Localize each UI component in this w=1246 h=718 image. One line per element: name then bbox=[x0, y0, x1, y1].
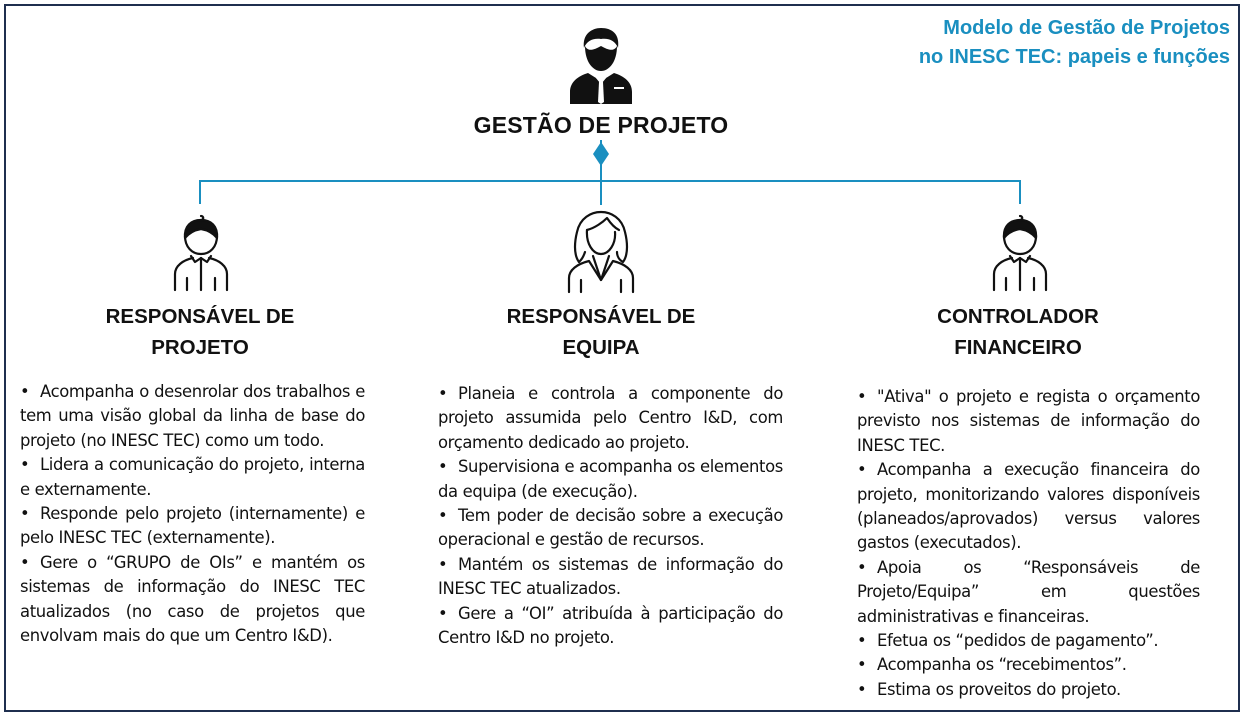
role-title-line: FINANCEIRO bbox=[954, 336, 1082, 359]
role-title-responsavel-equipa bbox=[481, 301, 721, 363]
list-item: • Acompanha o desenrolar dos trabalhos e tem uma visão global da linha de base do projeto (no INESC TEC) como um todo. bbox=[20, 380, 365, 453]
list-item: • Lidera a comunicação do projeto, interna e externamente. bbox=[20, 453, 365, 502]
list-item: • Supervisiona e acompanha os elementos da equipa (de execução). bbox=[438, 455, 783, 504]
role-description-responsavel-projeto bbox=[20, 380, 365, 648]
title-line-1: Modelo de Gestão de Projetos bbox=[943, 17, 1230, 39]
role-title-controlador-financeiro bbox=[898, 301, 1138, 363]
aggregation-diamond bbox=[593, 142, 609, 166]
list-item: • Gere a “OI” atribuída à participação do Centro I&D no projeto. bbox=[438, 602, 783, 651]
main-role-label: GESTÃO DE PROJETO bbox=[473, 112, 729, 138]
role-title-line: RESPONSÁVEL DE bbox=[506, 305, 696, 328]
woman-icon bbox=[565, 210, 637, 294]
man-icon bbox=[990, 214, 1050, 292]
list-item: • Mantém os sistemas de informação do INESC TEC atualizados. bbox=[438, 553, 783, 602]
list-item: • Responde pelo projeto (internamente) e pelo INESC TEC (externamente). bbox=[20, 502, 365, 551]
title-line-2: no INESC TEC: papeis e funções bbox=[918, 46, 1230, 68]
list-item: • Efetua os “pedidos de pagamento”. bbox=[857, 629, 1200, 653]
man-icon bbox=[171, 214, 231, 292]
list-item: • "Ativa" o projeto e regista o orçamento previsto nos sistemas de informação do INESC TEC. bbox=[857, 385, 1200, 458]
list-item: • Tem poder de decisão sobre a execução operacional e gestão de recursos. bbox=[438, 504, 783, 553]
role-title-line: PROJETO bbox=[151, 336, 249, 359]
role-title-line: EQUIPA bbox=[562, 336, 640, 359]
businessman-icon bbox=[566, 26, 636, 106]
list-item: • Acompanha os “recebimentos”. bbox=[857, 653, 1200, 677]
role-title-line: CONTROLADOR bbox=[937, 305, 1099, 328]
list-item: • Apoia os “Responsáveis de Projeto/Equipa” em questões administrativas e financeiras. bbox=[857, 556, 1200, 629]
role-title-responsavel-projeto bbox=[80, 301, 320, 363]
role-title-line: RESPONSÁVEL DE bbox=[105, 305, 295, 328]
list-item: • Estima os proveitos do projeto. bbox=[857, 678, 1200, 702]
role-description-controlador-financeiro bbox=[857, 385, 1200, 702]
list-item: • Gere o “GRUPO de OIs” e mantém os sistemas de informação do INESC TEC atualizados (no caso de projetos que envolvam mais do que um Centro I&D). bbox=[20, 551, 365, 649]
role-description-responsavel-equipa bbox=[438, 382, 783, 650]
list-item: • Acompanha a execução financeira do projeto, monitorizando valores disponíveis (planeados/aprovados) versus valores gastos (executados). bbox=[857, 458, 1200, 556]
list-item: • Planeia e controla a componente do projeto assumida pelo Centro I&D, com orçamento dedicado ao projeto. bbox=[438, 382, 783, 455]
